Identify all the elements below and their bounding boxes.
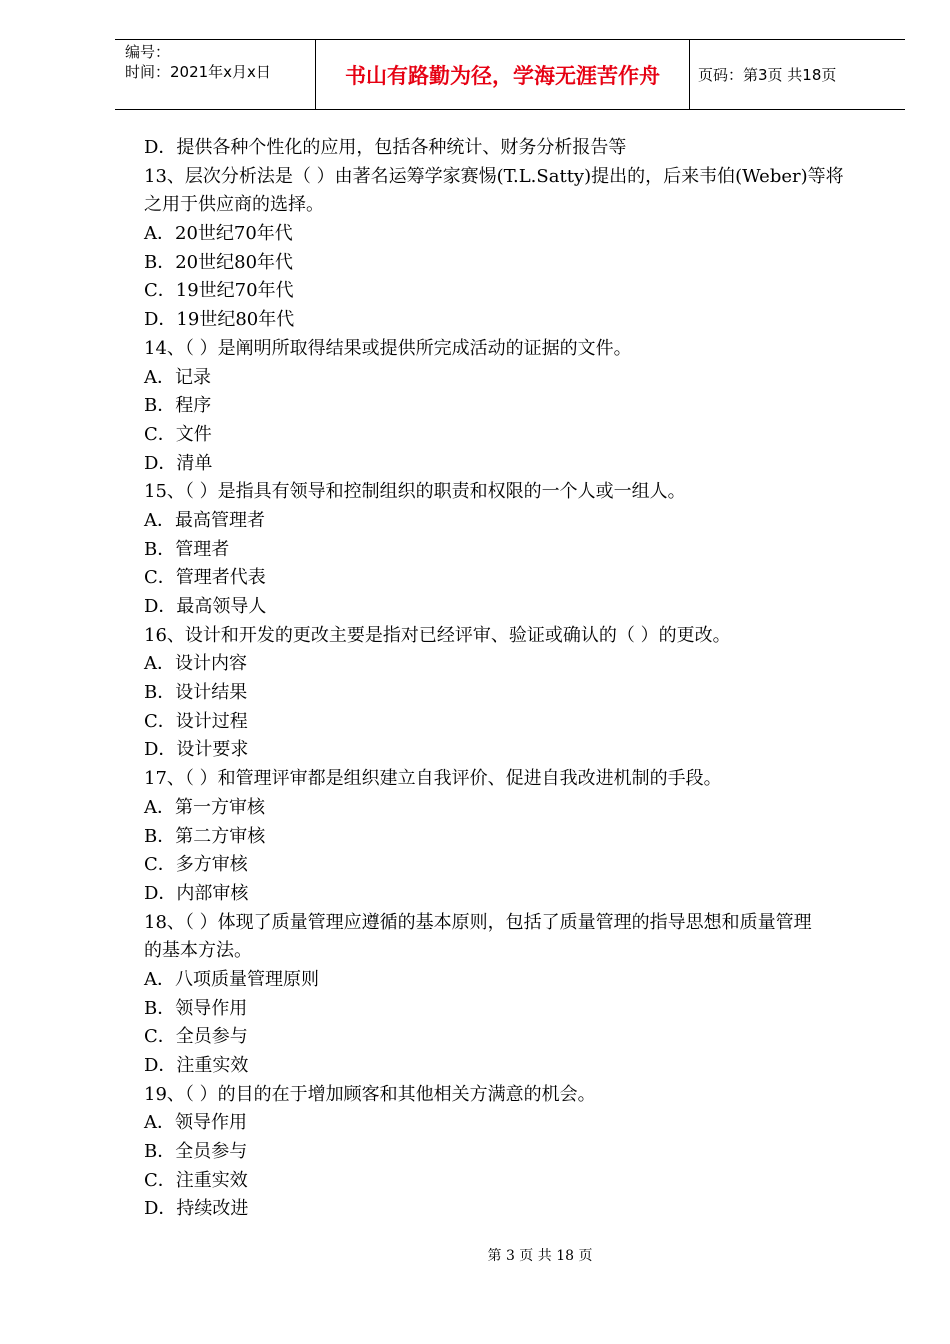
page-footer: 第 3 页 共 18 页 [487,1248,593,1264]
text-line: D．提供各种个性化的应用，包括各种统计、财务分析报告等 [144,137,627,158]
text-line: A．记录 [144,366,211,388]
text-line: A．八项质量管理原则 [144,968,319,990]
text-line: B．20世纪80年代 [144,251,294,273]
text-line: 18、（ ）体现了质量管理应遵循的基本原则，包括了质量管理的指导思想和质量管理 [144,911,812,933]
text-line: A．最高管理者 [144,509,265,531]
text-line: D．持续改进 [144,1198,249,1220]
text-line: B．领导作用 [144,997,248,1019]
text-line: B．程序 [144,395,212,417]
text-line: C．设计过程 [144,710,248,732]
text-line: C．19世纪70年代 [144,280,294,302]
text-line: A．第一方审核 [144,796,265,818]
page-header [115,39,905,110]
header-motto: 书山有路勤为径，学海无涯苦作舟 [316,40,690,109]
text-line: C．文件 [144,423,212,445]
text-line: A．20世纪70年代 [144,223,293,245]
header-meta [115,40,316,109]
text-line: C．全员参与 [144,1026,248,1048]
text-line: 16、设计和开发的更改主要是指对已经评审、验证或确认的（ ）的更改。 [144,624,731,646]
text-line: D．内部审核 [144,882,249,904]
text-line: B．设计结果 [144,682,248,704]
text-line: B．第二方审核 [144,825,266,847]
document-body [144,134,879,1224]
text-line: 19、（ ）的目的在于增加顾客和其他相关方满意的机会。 [144,1083,596,1105]
text-line: D．设计要求 [144,739,249,761]
text-line: C．管理者代表 [144,567,266,589]
text-line: D．清单 [144,452,213,474]
text-line: A．领导作用 [144,1112,247,1134]
time-label: 时间：2021年x月x日 [125,63,271,81]
text-line: C．多方审核 [144,854,248,876]
text-line: 的基本方法。 [144,940,252,962]
text-line: 17、（ ）和管理评审都是组织建立自我评价、促进自我改进机制的手段。 [144,768,722,790]
text-line: 15、（ ）是指具有领导和控制组织的职责和权限的一个人或一组人。 [144,481,686,503]
text-line: B．全员参与 [144,1141,248,1163]
text-line: 13、层次分析法是（ ）由著名运筹学家赛惕(T.L.Satty)提出的，后来韦伯(Weber)等将 [144,165,844,187]
text-line: D．19世纪80年代 [144,309,295,331]
number-label: 编号： [125,43,171,61]
text-line: D．注重实效 [144,1055,249,1076]
text-line: C．注重实效 [144,1169,248,1191]
text-line: D．最高领导人 [144,596,267,617]
text-line: 之用于供应商的选择。 [144,194,324,216]
text-line: A．设计内容 [144,653,247,675]
header-page-info: 页码：第3页 共18页 [698,66,837,84]
text-line: B．管理者 [144,538,230,560]
text-line: 14、（ ）是阐明所取得结果或提供所完成活动的证据的文件。 [144,337,632,359]
